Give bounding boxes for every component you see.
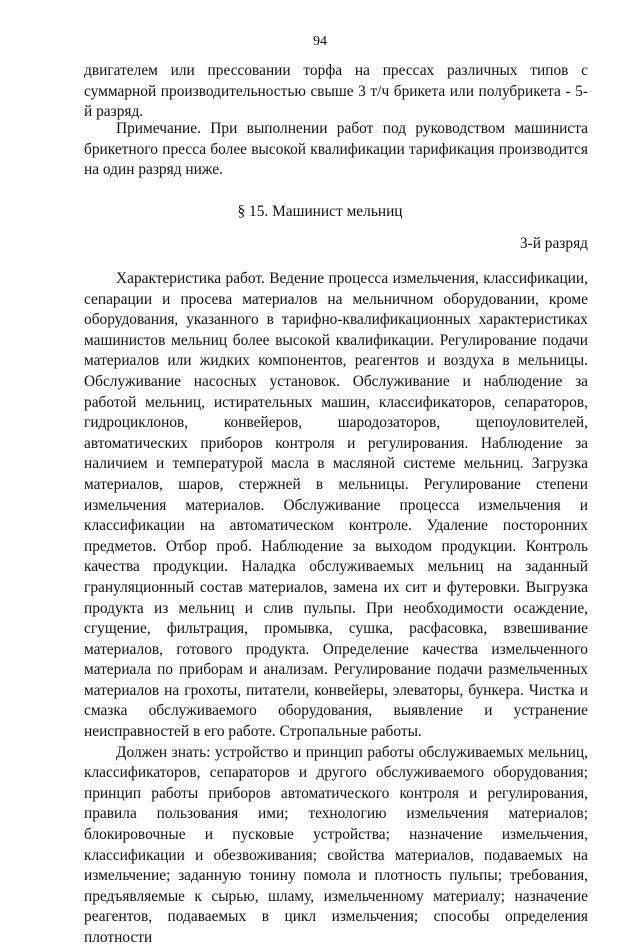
note-block bbox=[84, 119, 588, 181]
characteristics-paragraph: Характеристика работ. Ведение процесса измельчения, классификации, сепарации и просева материалов на мельничном оборудовании, кроме оборудования, указанного в тарифно-квалификационных характеристиках машинистов мельниц более высокой квалификации. Регулирование подачи материалов или жидких компонентов, реагентов и воздуха в мельницы. Обслуживание насосных установок. Обслуживание и наблюдение за работой мельниц, истирательных машин, классификаторов, сепараторов, гидроциклонов, конвейеров, шародозаторов, щепоуловителей, автоматических приборов контроля и регулирования. Наблюдение за наличием и температурой масла в масляной системе мельниц. Загрузка материалов, шаров, стержней в мельницы. Регулирование степени измельчения материалов. Обслуживание процесса измельчения и классификации на автоматическом контроле. Удаление посторонних предметов. Отбор проб. Наблюдение за выходом продукции. Контроль качества продукции. Наладка обслуживаемых мельниц на заданный грануляционный состав материалов, замена их сит и футеровки. Выгрузка продукта из мельниц и слив пульпы. При необходимости осаждение, сгущение, фильтрация, промывка, сушка, расфасовка, взвешивание материалов, готового продукта. Определение качества измельченного материала по приборам и анализам. Регулирование подачи размельченных материалов на грохоты, питатели, конвейеры, элеваторы, бункера. Чистка и смазка обслуживаемого оборудования, выявление и устранение неисправностей в его работе. Стропальные работы. bbox=[84, 270, 588, 741]
grade-label: 3-й разряд bbox=[519, 235, 588, 252]
page-number: 94 bbox=[313, 34, 327, 49]
knowledge-paragraph: Должен знать: устройство и принцип работы обслуживаемых мельниц, классификаторов, сепараторов и другого обслуживаемого оборудования; принцип работы приборов автоматического контроля и регулирования, правила пользования ими; технологию измельчения материалов; блокировочные и пусковые устройства; назначение измельчения, классификации и обезвоживания; свойства материалов, подаваемых на измельчение; заданную тонину помола и плотность пульпы; требования, предъявляемые к сырью, шламу, измельченному материалу; назначение реагентов, подаваемых в цикл измельчения; способы определения плотности bbox=[84, 743, 588, 946]
section-title: § 15. Машинист мельниц bbox=[237, 203, 403, 220]
continuation-paragraph: двигателем или прессовании торфа на прессах различных типов с суммарной производительностью свыше 3 т/ч брикета или полубрикета - 5-й разряд. bbox=[84, 62, 588, 121]
note-paragraph: Примечание. При выполнении работ под руководством машиниста брикетного пресса более высокой квалификации тарификация производится на один разряд ниже. bbox=[84, 120, 588, 179]
body-block bbox=[84, 269, 588, 949]
continuation-block bbox=[84, 61, 588, 123]
